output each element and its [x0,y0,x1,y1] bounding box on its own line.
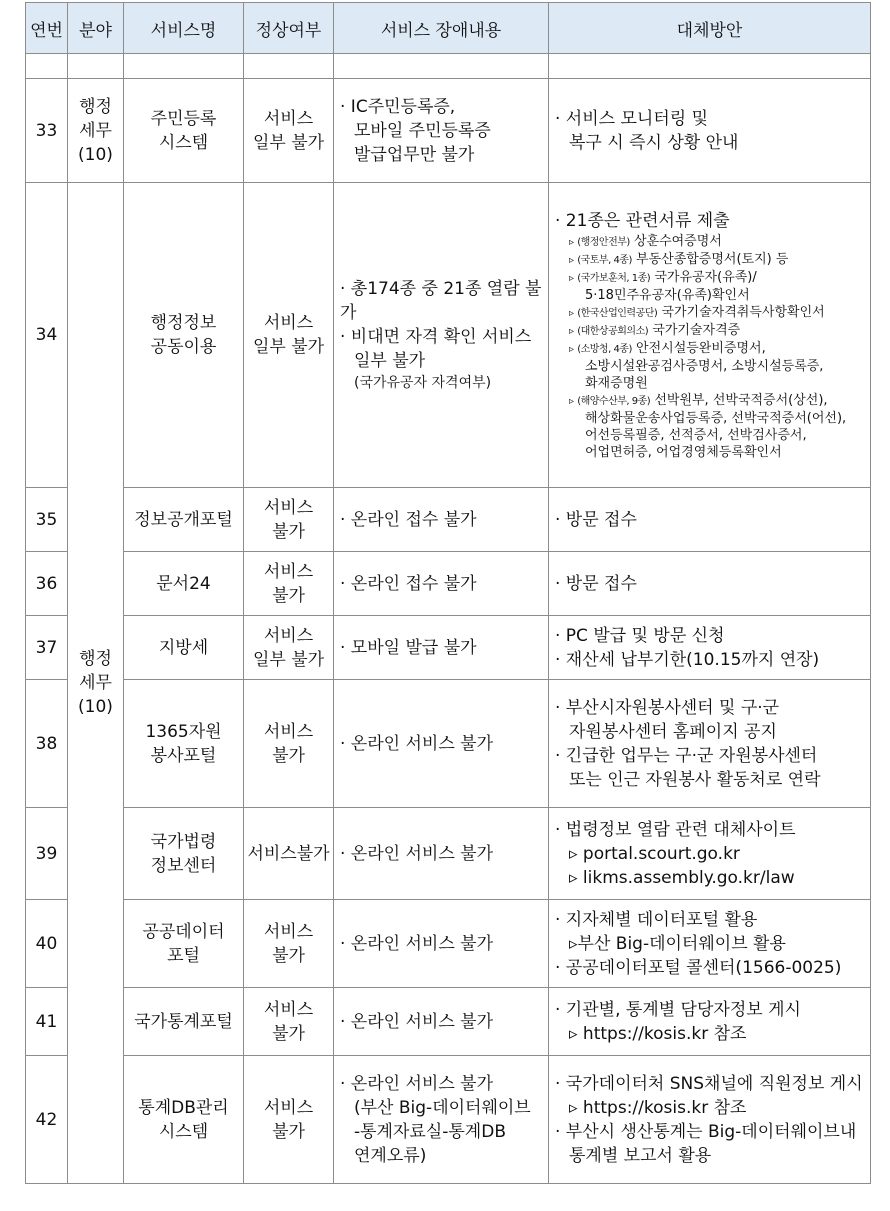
row-issue: · 온라인 서비스 불가 (부산 Big-데이터웨이브 -통계자료실-통계DB 연계오류) [334,1056,549,1184]
row-alternative: · 21종은 관련서류 제출 ▹ (행정안전부) 상훈수여증명서 ▹ (국토부, 4종) 부동산종합증명서(토지) 등 ▹ (국가보훈처, 1종) 국가유공자(유족)/ 5·18민주유공자(유족)확인서 ▹ (한국산업인력공단) 국가기술자격취득사항확인서 ▹ (대한상공회의소) 국가기술자격증 ▹ (소방청, 4종) 안전시설등완비증명서, 소방시설완공검사증명서, 소방시설등록증, 화재증명원 ▹ (해양수산부, 9종) 선박원부, 선박국적증서(상선), 해상화물운송사업등록증, 선박국적증서(어선), 어선등록필증, 선적증서, 선박검사증서, 어업면허증, 어업경영체등록확인서 [549,183,871,488]
link-kosis[interactable]: ▹ https://kosis.kr 참조 [569,1023,747,1044]
table-row [26,988,871,1056]
row-no: 42 [26,1056,68,1184]
triangle-bullet-icon: ▹ [569,396,578,407]
row-issue: · 온라인 서비스 불가 [334,808,549,900]
row-service: 행정정보 공동이용 [124,183,244,488]
row-no: 33 [26,79,68,183]
row-service: 국가통계포털 [124,988,244,1056]
triangle-bullet-icon: ▹ [569,237,578,248]
header-alternative: 대체방안 [549,3,871,54]
row-status: 서비스 불가 [244,552,334,616]
row-no: 37 [26,616,68,680]
header-field: 분야 [68,3,124,54]
table-row [26,488,871,552]
row-no: 36 [26,552,68,616]
table-row [26,616,871,680]
row-no: 38 [26,680,68,808]
triangle-bullet-icon: ▹ [569,326,578,337]
table-row [26,808,871,900]
header-issue: 서비스 장애내용 [334,3,549,54]
row-status: 서비스 일부 불가 [244,616,334,680]
row-status: 서비스 불가 [244,680,334,808]
table-row [26,79,871,183]
row-service: 문서24 [124,552,244,616]
row-service: 공공데이터 포털 [124,900,244,988]
row-no: 34 [26,183,68,488]
link-scourt[interactable]: ▹ portal.scourt.go.kr [569,843,740,864]
triangle-bullet-icon: ▹ [569,255,578,266]
row-alternative: · 기관별, 통계별 담당자정보 게시 ▹ https://kosis.kr 참조 [549,988,871,1056]
triangle-bullet-icon: ▹ [569,273,578,284]
row-status: 서비스 일부 불가 [244,183,334,488]
header-status: 정상여부 [244,3,334,54]
row-alternative: · 서비스 모니터링 및 복구 시 즉시 상황 안내 [549,79,871,183]
row-alternative: · 법령정보 열람 관련 대체사이트 ▹ portal.scourt.go.kr ▹ likms.assembly.go.kr/law [549,808,871,900]
blank-row [26,54,871,79]
table-row [26,1056,871,1184]
row-no: 35 [26,488,68,552]
row-issue: · 온라인 접수 불가 [334,552,549,616]
row-issue: · 모바일 발급 불가 [334,616,549,680]
link-likms[interactable]: ▹ likms.assembly.go.kr/law [569,867,795,888]
alt-document-list: ▹ (행정안전부) 상훈수여증명서 ▹ (국토부, 4종) 부동산종합증명서(토지) 등 ▹ (국가보훈처, 1종) 국가유공자(유족)/ 5·18민주유공자(유족)확인서 ▹ (한국산업인력공단) 국가기술자격취득사항확인서 ▹ (대한상공회의소) 국가기술자격증 ▹ (소방청, 4종) 안전시설등완비증명서, 소방시설완공검사증명서, 소방시설등록증, 화재증명원 ▹ (해양수산부, 9종) 선박원부, 선박국적증서(상선), 해상화물운송사업등록증, 선박국적증서(어선), 어선등록필증, 선적증서, 선박검사증서, 어업면허증, 어업경영체등록확인서 [569,234,847,460]
row-field: 행정 세무 (10) [68,79,124,183]
row-alternative: · 방문 접수 [549,488,871,552]
row-no: 41 [26,988,68,1056]
service-outage-table [25,2,871,1184]
row-no: 40 [26,900,68,988]
triangle-bullet-icon: ▹ [569,308,578,319]
row-service: 정보공개포털 [124,488,244,552]
row-issue: · 총174종 중 21종 열람 불가 · 비대면 자격 확인 서비스 일부 불가 (국가유공자 자격여부) [334,183,549,488]
row-service: 주민등록 시스템 [124,79,244,183]
row-issue: · IC주민등록증, 모바일 주민등록증 발급업무만 불가 [334,79,549,183]
table-row [26,552,871,616]
row-service: 1365자원 봉사포털 [124,680,244,808]
row-status: 서비스 불가 [244,488,334,552]
header-service: 서비스명 [124,3,244,54]
row-issue: · 온라인 서비스 불가 [334,680,549,808]
row-status: 서비스불가 [244,808,334,900]
row-alternative: · 국가데이터처 SNS채널에 직원정보 게시 ▹ https://kosis.kr 참조 · 부산시 생산통계는 Big-데이터웨이브내 통계별 보고서 활용 [549,1056,871,1184]
table-row [26,900,871,988]
row-status: 서비스 일부 불가 [244,79,334,183]
table-row [26,183,871,488]
row-no: 39 [26,808,68,900]
triangle-bullet-icon: ▹ [569,344,578,355]
row-status: 서비스 불가 [244,900,334,988]
row-field: 행정 세무 (10) [68,183,124,1184]
row-alternative: · 방문 접수 [549,552,871,616]
row-alternative: · 부산시자원봉사센터 및 구·군 자원봉사센터 홈페이지 공지 · 긴급한 업무는 구·군 자원봉사센터 또는 인근 자원봉사 활동처로 연락 [549,680,871,808]
row-status: 서비스 불가 [244,1056,334,1184]
row-service: 지방세 [124,616,244,680]
table-header-row [26,3,871,54]
link-kosis[interactable]: ▹ https://kosis.kr 참조 [569,1097,747,1118]
table-row [26,680,871,808]
row-issue: · 온라인 서비스 불가 [334,988,549,1056]
row-service: 국가법령 정보센터 [124,808,244,900]
row-issue: · 온라인 서비스 불가 [334,900,549,988]
row-alternative: · PC 발급 및 방문 신청 · 재산세 납부기한(10.15까지 연장) [549,616,871,680]
row-status: 서비스 불가 [244,988,334,1056]
row-service: 통계DB관리 시스템 [124,1056,244,1184]
header-no: 연번 [26,3,68,54]
row-issue: · 온라인 접수 불가 [334,488,549,552]
row-alternative: · 지자체별 데이터포털 활용 ▹부산 Big-데이터웨이브 활용 · 공공데이터포털 콜센터(1566-0025) [549,900,871,988]
